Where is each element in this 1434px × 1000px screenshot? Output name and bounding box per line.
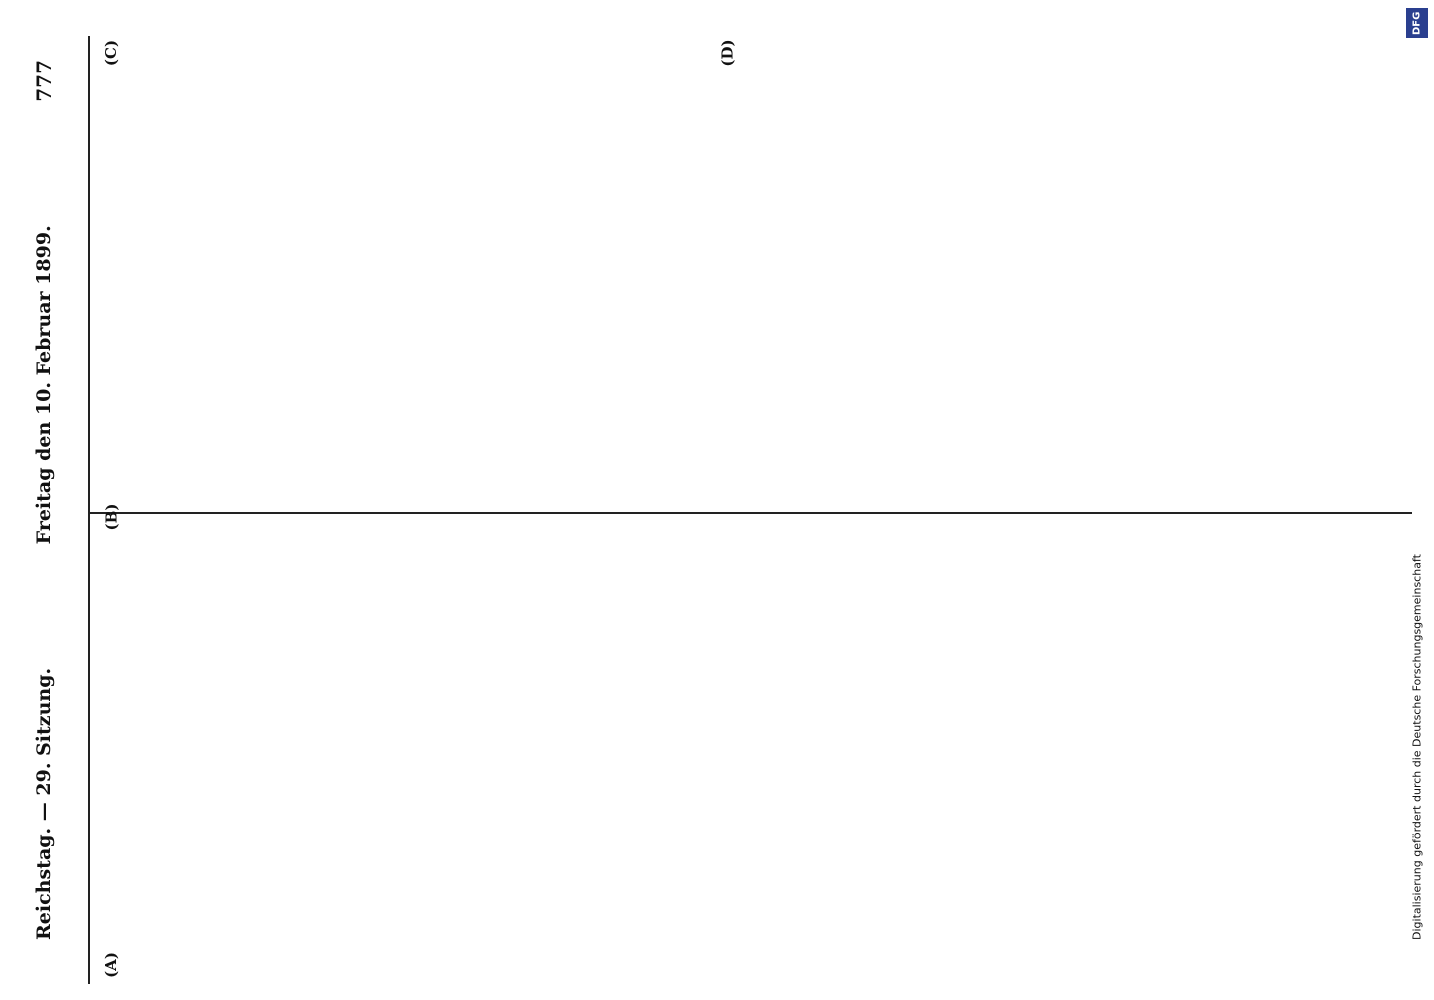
side-letter-c: (C) xyxy=(102,39,121,67)
header-rule xyxy=(88,36,90,984)
side-letter-a: (A) xyxy=(101,952,120,978)
page-number: 777 xyxy=(32,60,56,102)
header-center: Freitag den 10. Februar 1899. xyxy=(33,225,55,545)
dfg-logo: DFG xyxy=(1406,8,1428,38)
digitization-notice: Digitalisierung gefördert durch die Deutsche Forschungsgemeinschaft xyxy=(1410,554,1424,940)
column-divider xyxy=(90,512,1412,514)
side-letter-d: (D) xyxy=(718,39,737,67)
header-left: Reichstag. — 29. Sitzung. xyxy=(33,667,55,940)
page-header xyxy=(30,60,58,940)
side-letter-b: (B) xyxy=(102,503,121,531)
